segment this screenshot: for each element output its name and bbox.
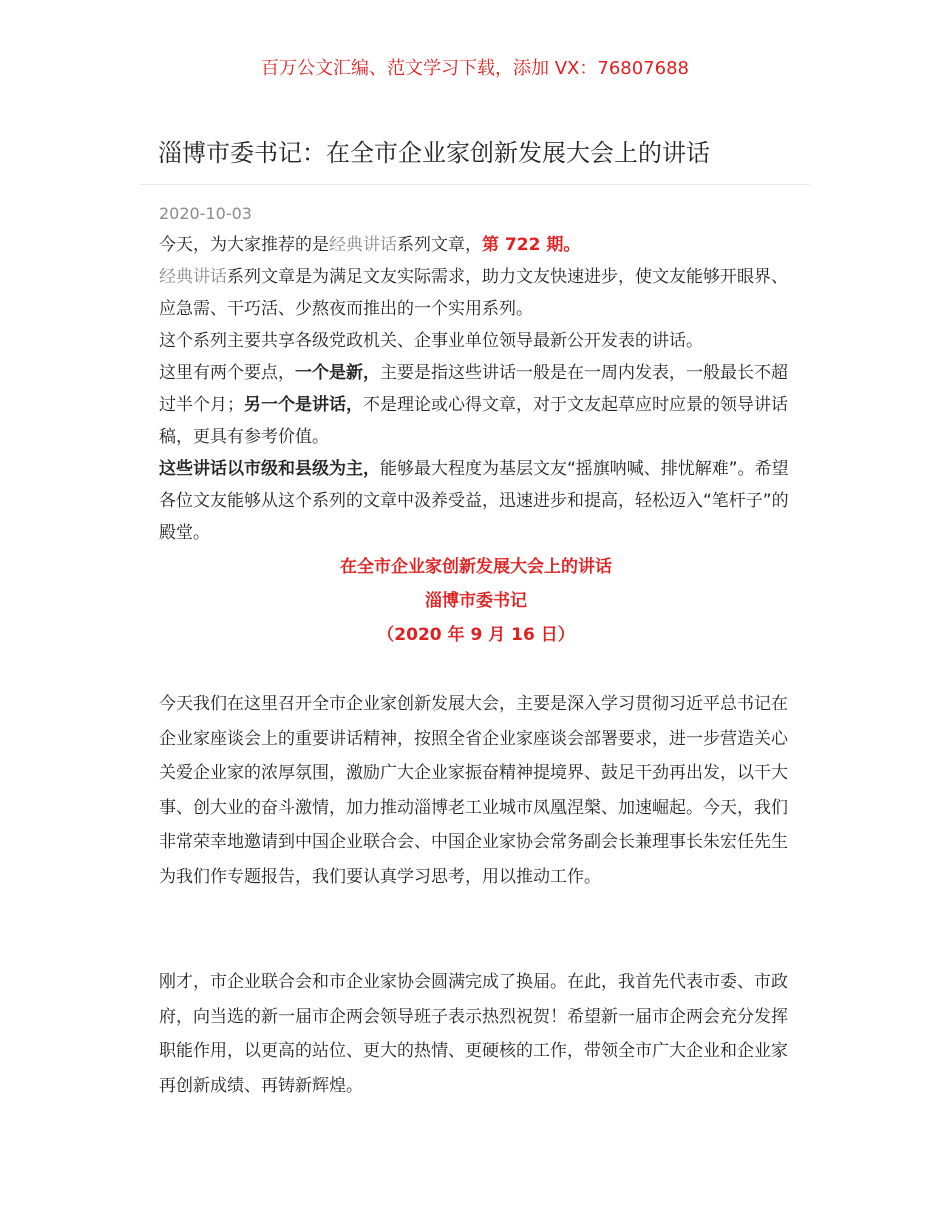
intro-paragraph — [159, 229, 793, 261]
speech-paragraph — [159, 687, 793, 894]
issue-number: 第 722 期。 — [482, 235, 581, 255]
speech-paragraph — [159, 965, 793, 1103]
article-date: 2020-10-03 — [159, 204, 252, 223]
intro-text: 能够最大程度为基层文友“摇旗呐喊、排忧解难”。希望各位文友能够从这个系列的文章中汲养受益，迅速进步和提高，轻松迈入“笔杆子”的殿堂。 — [159, 459, 789, 543]
speech-header — [159, 550, 793, 652]
speech-speaker: 淄博市委书记 — [425, 591, 527, 611]
intro-bold-text: 另一个是讲话， — [244, 395, 363, 415]
title-divider — [140, 184, 810, 185]
speech-heading: 在全市企业家创新发展大会上的讲话 — [340, 557, 612, 577]
series-name: 经典讲话 — [329, 235, 397, 255]
intro-text: 这里有两个要点， — [159, 363, 295, 383]
intro-text: 系列文章， — [397, 235, 482, 255]
intro-text: 今天，为大家推荐的是 — [159, 235, 329, 255]
series-name: 经典讲话 — [159, 267, 227, 287]
intro-text: 不是理论或心得文章，对于文友起草应时应景的领导讲话稿，更具有参考价值。 — [159, 395, 788, 447]
speech-paragraph-text: 刚才，市企业联合会和市企业家协会圆满完成了换届。在此，我首先代表市委、市政府，向当选的新一届市企两会领导班子表示热烈祝贺！希望新一届市企两会充分发挥职能作用，以更高的站位、更大的热情、更硬核的工作，带领全市广大企业和企业家再创新成绩、再铸新辉煌。 — [159, 972, 788, 1096]
promo-banner: 百万公文汇编、范文学习下载，添加 VX：76807688 — [261, 58, 689, 79]
intro-paragraph — [159, 261, 793, 325]
speech-paragraph-text: 今天我们在这里召开全市企业家创新发展大会，主要是深入学习贯彻习近平总书记在企业家座谈会上的重要讲话精神，按照全省企业家座谈会部署要求，进一步营造关心关爱企业家的浓厚氛围，激励广大企业家振奋精神提境界、鼓足干劲再出发，以干大事、创大业的奋斗激情，加力推动淄博老工业城市凤凰涅槃、加速崛起。今天，我们非常荣幸地邀请到中国企业联合会、中国企业家协会常务副会长兼理事长朱宏任先生为我们作专题报告，我们要认真学习思考，用以推动工作。 — [159, 694, 788, 887]
intro-text: 主要是指这些讲话一般是在一周内发表，一般最长不超过半个月； — [159, 363, 788, 415]
intro-bold-text: 一个是新， — [295, 363, 380, 383]
intro-paragraph — [159, 453, 793, 549]
article-title: 淄博市委书记：在全市企业家创新发展大会上的讲话 — [158, 139, 710, 167]
intro-paragraph: 这个系列主要共享各级党政机关、企事业单位领导最新公开发表的讲话。 — [159, 331, 703, 351]
intro-paragraph — [159, 357, 793, 453]
speech-date: （2020 年 9 月 16 日） — [377, 625, 575, 645]
intro-section — [159, 229, 793, 549]
intro-bold-text: 这些讲话以市级和县级为主， — [159, 459, 380, 479]
intro-text: 系列文章是为满足文友实际需求，助力文友快速进步，使文友能够开眼界、应急需、干巧活、少熬夜而推出的一个实用系列。 — [159, 267, 788, 319]
